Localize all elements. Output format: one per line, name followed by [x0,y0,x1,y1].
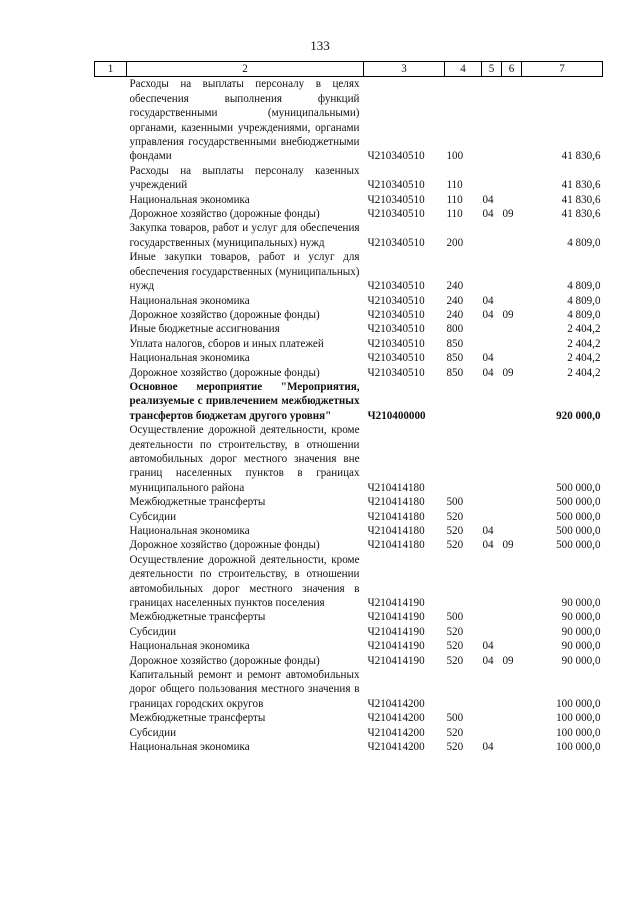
row-name: Национальная экономика [129,294,250,307]
row-section [482,726,502,740]
row-expense-type [445,423,482,495]
row-amount: 90 000,0 [561,654,601,667]
table-row [95,740,603,754]
row-amount: 500 000,0 [556,510,601,523]
row-name: Уплата налогов, сборов и иных платежей [129,337,324,350]
row-name: Расходы на выплаты персоналу в целях обеспечения выполнения функций государственными (муниципальными) органами, казенными учреждениями, органами управления государственными внебюджетными фондами [129,78,360,163]
row-name: Дорожное хозяйство (дорожные фонды) [129,208,320,221]
row-empty-cell [95,250,127,293]
table-row [95,668,603,711]
row-empty-cell [95,495,127,509]
row-target-code: Ч210340510 [367,208,425,221]
row-amount: 500 000,0 [556,539,601,552]
row-name: Национальная экономика [129,741,250,754]
row-subsection [502,164,522,193]
table-row [95,510,603,524]
table-row [95,380,603,423]
row-amount: 41 830,6 [561,208,601,221]
row-target-code: Ч210340510 [367,308,425,321]
budget-table [94,61,603,755]
table-row [95,610,603,624]
row-section: 04 [482,193,494,206]
row-section [482,221,502,250]
row-target-code: Ч210340510 [367,280,425,293]
row-empty-cell [95,668,127,711]
header-col-5: 5 [482,62,502,77]
row-target-code: Ч210414190 [367,611,425,624]
row-amount: 41 830,6 [561,150,601,163]
row-section [482,510,502,524]
table-row [95,524,603,538]
table-row [95,250,603,293]
row-subsection: 09 [502,366,514,379]
row-subsection: 09 [502,654,514,667]
table-row [95,495,603,509]
row-subsection [502,524,522,538]
row-empty-cell [95,625,127,639]
row-amount: 2 404,2 [567,337,601,350]
header-col-6: 6 [502,62,522,77]
row-expense-type: 520 [446,525,464,537]
row-amount: 2 404,2 [567,366,601,379]
row-expense-type: 110 [446,193,463,206]
row-empty-cell [95,337,127,351]
row-section: 04 [482,294,494,307]
header-col-4: 4 [445,62,482,77]
row-subsection: 09 [502,308,514,321]
row-name: Иные бюджетные ассигнования [129,323,280,336]
row-subsection [502,495,522,509]
row-section [482,423,502,495]
table-row [95,654,603,668]
table-row [95,77,603,164]
row-expense-type [445,668,482,711]
row-amount: 4 809,0 [567,280,601,293]
row-expense-type: 850 [446,337,464,350]
row-expense-type: 200 [446,236,464,249]
row-section [482,668,502,711]
row-empty-cell [95,553,127,611]
row-expense-type [445,380,482,423]
table-row [95,423,603,495]
row-name: Национальная экономика [129,640,250,653]
row-section [482,495,502,509]
row-target-code: Ч210414190 [367,640,425,653]
row-target-code: Ч210340510 [367,236,425,249]
row-section [482,77,502,164]
table-row [95,639,603,653]
row-amount: 100 000,0 [556,741,601,754]
row-subsection [502,380,522,423]
row-amount: 100 000,0 [556,697,601,710]
row-amount: 500 000,0 [556,481,601,494]
row-name: Дорожное хозяйство (дорожные фонды) [129,654,320,667]
table-row [95,538,603,552]
row-empty-cell [95,610,127,624]
row-amount: 90 000,0 [561,625,601,638]
row-expense-type: 500 [446,611,464,624]
row-subsection: 09 [502,208,514,221]
row-section: 04 [482,525,494,537]
row-subsection [502,337,522,351]
table-row [95,207,603,221]
header-col-7: 7 [522,62,603,77]
row-expense-type: 850 [446,366,464,379]
row-empty-cell [95,164,127,193]
row-target-code: Ч210340510 [367,179,425,192]
row-section: 04 [482,654,494,667]
row-expense-type: 100 [446,150,464,163]
row-target-code: Ч210414190 [367,597,425,610]
row-name: Дорожное хозяйство (дорожные фонды) [129,308,320,321]
header-col-3: 3 [364,62,445,77]
row-expense-type: 240 [446,280,464,293]
row-empty-cell [95,510,127,524]
row-subsection [502,726,522,740]
row-expense-type: 110 [446,208,463,221]
row-amount: 100 000,0 [556,726,601,739]
table-row [95,726,603,740]
row-empty-cell [95,639,127,653]
row-expense-type: 520 [446,726,464,739]
row-empty-cell [95,207,127,221]
row-section: 04 [482,366,494,379]
row-section [482,164,502,193]
table-body [95,77,603,755]
row-amount: 2 404,2 [567,352,601,365]
row-amount: 100 000,0 [556,712,601,725]
row-name: Межбюджетные трансферты [129,611,266,624]
table-row [95,294,603,308]
row-amount: 500 000,0 [556,525,601,537]
row-subsection [502,668,522,711]
row-subsection: 09 [502,539,514,552]
header-row [95,62,603,77]
row-subsection [502,553,522,611]
row-name: Межбюджетные трансферты [129,496,266,509]
table-header [95,62,603,77]
row-name: Дорожное хозяйство (дорожные фонды) [129,539,320,552]
row-subsection [502,740,522,754]
row-section [482,250,502,293]
row-section: 04 [482,208,494,221]
row-expense-type [445,553,482,611]
row-target-code: Ч210340510 [367,294,425,307]
row-empty-cell [95,740,127,754]
row-amount: 2 404,2 [567,323,601,336]
table-row [95,193,603,207]
row-amount: 41 830,6 [561,179,601,192]
row-expense-type: 500 [446,496,464,509]
row-section [482,610,502,624]
table-row [95,625,603,639]
row-target-code: Ч210414180 [367,496,425,509]
table-row [95,366,603,380]
row-section: 04 [482,640,494,653]
row-subsection [502,711,522,725]
row-expense-type: 520 [446,654,464,667]
table-row [95,308,603,322]
row-empty-cell [95,423,127,495]
table-row [95,553,603,611]
row-amount: 90 000,0 [561,640,601,653]
row-name: Субсидии [129,625,177,638]
row-empty-cell [95,538,127,552]
row-name: Основное мероприятие "Мероприятия, реализуемые с привлечением межбюджетных трансфертов бюджетам другого уровня" [129,380,360,422]
row-name: Иные закупки товаров, работ и услуг для обеспечения государственных (муниципальных) нужд [129,251,360,293]
row-empty-cell [95,294,127,308]
row-empty-cell [95,711,127,725]
row-section: 04 [482,352,494,365]
row-expense-type: 110 [446,179,463,192]
row-name: Субсидии [129,726,177,739]
row-amount: 4 809,0 [567,308,601,321]
row-subsection [502,77,522,164]
row-target-code: Ч210340510 [367,323,425,336]
row-subsection [502,610,522,624]
row-amount: 90 000,0 [561,611,601,624]
row-name: Расходы на выплаты персоналу казенных учреждений [129,164,360,192]
row-expense-type: 500 [446,712,464,725]
row-empty-cell [95,193,127,207]
row-target-code: Ч210414180 [367,525,425,537]
row-subsection [502,221,522,250]
row-subsection [502,351,522,365]
row-empty-cell [95,351,127,365]
row-name: Национальная экономика [129,352,250,365]
row-name: Национальная экономика [129,525,250,537]
row-target-code: Ч210414190 [367,654,425,667]
row-name: Межбюджетные трансферты [129,712,266,725]
row-target-code: Ч210340510 [367,366,425,379]
row-target-code: Ч210340510 [367,352,425,365]
row-section [482,380,502,423]
row-name: Осуществление дорожной деятельности, кроме деятельности по строительству, в отношении автомобильных дорог местного значения в границах населенных пунктов поселения [129,553,360,610]
row-target-code: Ч210414200 [367,712,425,725]
row-target-code: Ч210414180 [367,539,425,552]
row-expense-type: 520 [446,640,464,653]
table-row [95,164,603,193]
row-empty-cell [95,221,127,250]
row-target-code: Ч210414200 [367,697,425,710]
row-empty-cell [95,366,127,380]
row-name: Закупка товаров, работ и услуг для обеспечения государственных (муниципальных) нужд [129,222,360,249]
row-target-code: Ч210414200 [367,741,425,754]
row-target-code: Ч210414200 [367,726,425,739]
row-empty-cell [95,524,127,538]
row-subsection [502,423,522,495]
row-empty-cell [95,322,127,336]
row-expense-type: 800 [446,323,464,336]
row-amount: 500 000,0 [556,496,601,509]
row-subsection [502,294,522,308]
row-subsection [502,193,522,207]
row-target-code: Ч210340510 [367,337,425,350]
row-empty-cell [95,380,127,423]
row-section: 04 [482,308,494,321]
row-target-code: Ч210414190 [367,625,425,638]
row-target-code: Ч210340510 [367,193,425,206]
row-section [482,625,502,639]
row-expense-type: 520 [446,741,464,754]
table-row [95,711,603,725]
table-row [95,221,603,250]
row-name: Дорожное хозяйство (дорожные фонды) [129,366,320,379]
row-amount: 4 809,0 [567,294,601,307]
header-col-1: 1 [95,62,127,77]
row-expense-type: 520 [446,625,464,638]
row-section [482,553,502,611]
row-section: 04 [482,539,494,552]
row-target-code: Ч210400000 [367,409,426,422]
row-amount: 90 000,0 [561,597,601,610]
row-subsection [502,250,522,293]
row-empty-cell [95,654,127,668]
table-row [95,351,603,365]
row-subsection [502,510,522,524]
row-expense-type: 240 [446,294,464,307]
row-section: 04 [482,741,494,754]
row-name: Осуществление дорожной деятельности, кроме деятельности по строительству, в отношении автомобильных дорог местного значения вне границ населенных пунктов в границах муниципального района [129,424,360,494]
row-target-code: Ч210340510 [367,150,425,163]
row-subsection [502,322,522,336]
row-expense-type: 520 [446,510,464,523]
row-expense-type: 240 [446,308,464,321]
page-number: 133 [310,38,330,53]
row-amount: 41 830,6 [561,193,601,206]
row-name: Национальная экономика [129,193,250,206]
row-empty-cell [95,308,127,322]
row-subsection [502,639,522,653]
row-name: Капитальный ремонт и ремонт автомобильных дорог общего пользования местного значения в границах городских округов [129,669,360,710]
table-row [95,337,603,351]
row-empty-cell [95,726,127,740]
row-amount: 920 000,0 [556,409,601,422]
header-col-2: 2 [127,62,364,77]
row-amount: 4 809,0 [567,236,601,249]
row-target-code: Ч210414180 [367,481,425,494]
row-name: Субсидии [129,510,177,523]
row-target-code: Ч210414180 [367,510,425,523]
row-subsection [502,625,522,639]
table-row [95,322,603,336]
row-empty-cell [95,77,127,164]
row-section [482,711,502,725]
row-expense-type: 850 [446,352,464,365]
row-expense-type: 520 [446,539,464,552]
row-section [482,337,502,351]
row-section [482,322,502,336]
